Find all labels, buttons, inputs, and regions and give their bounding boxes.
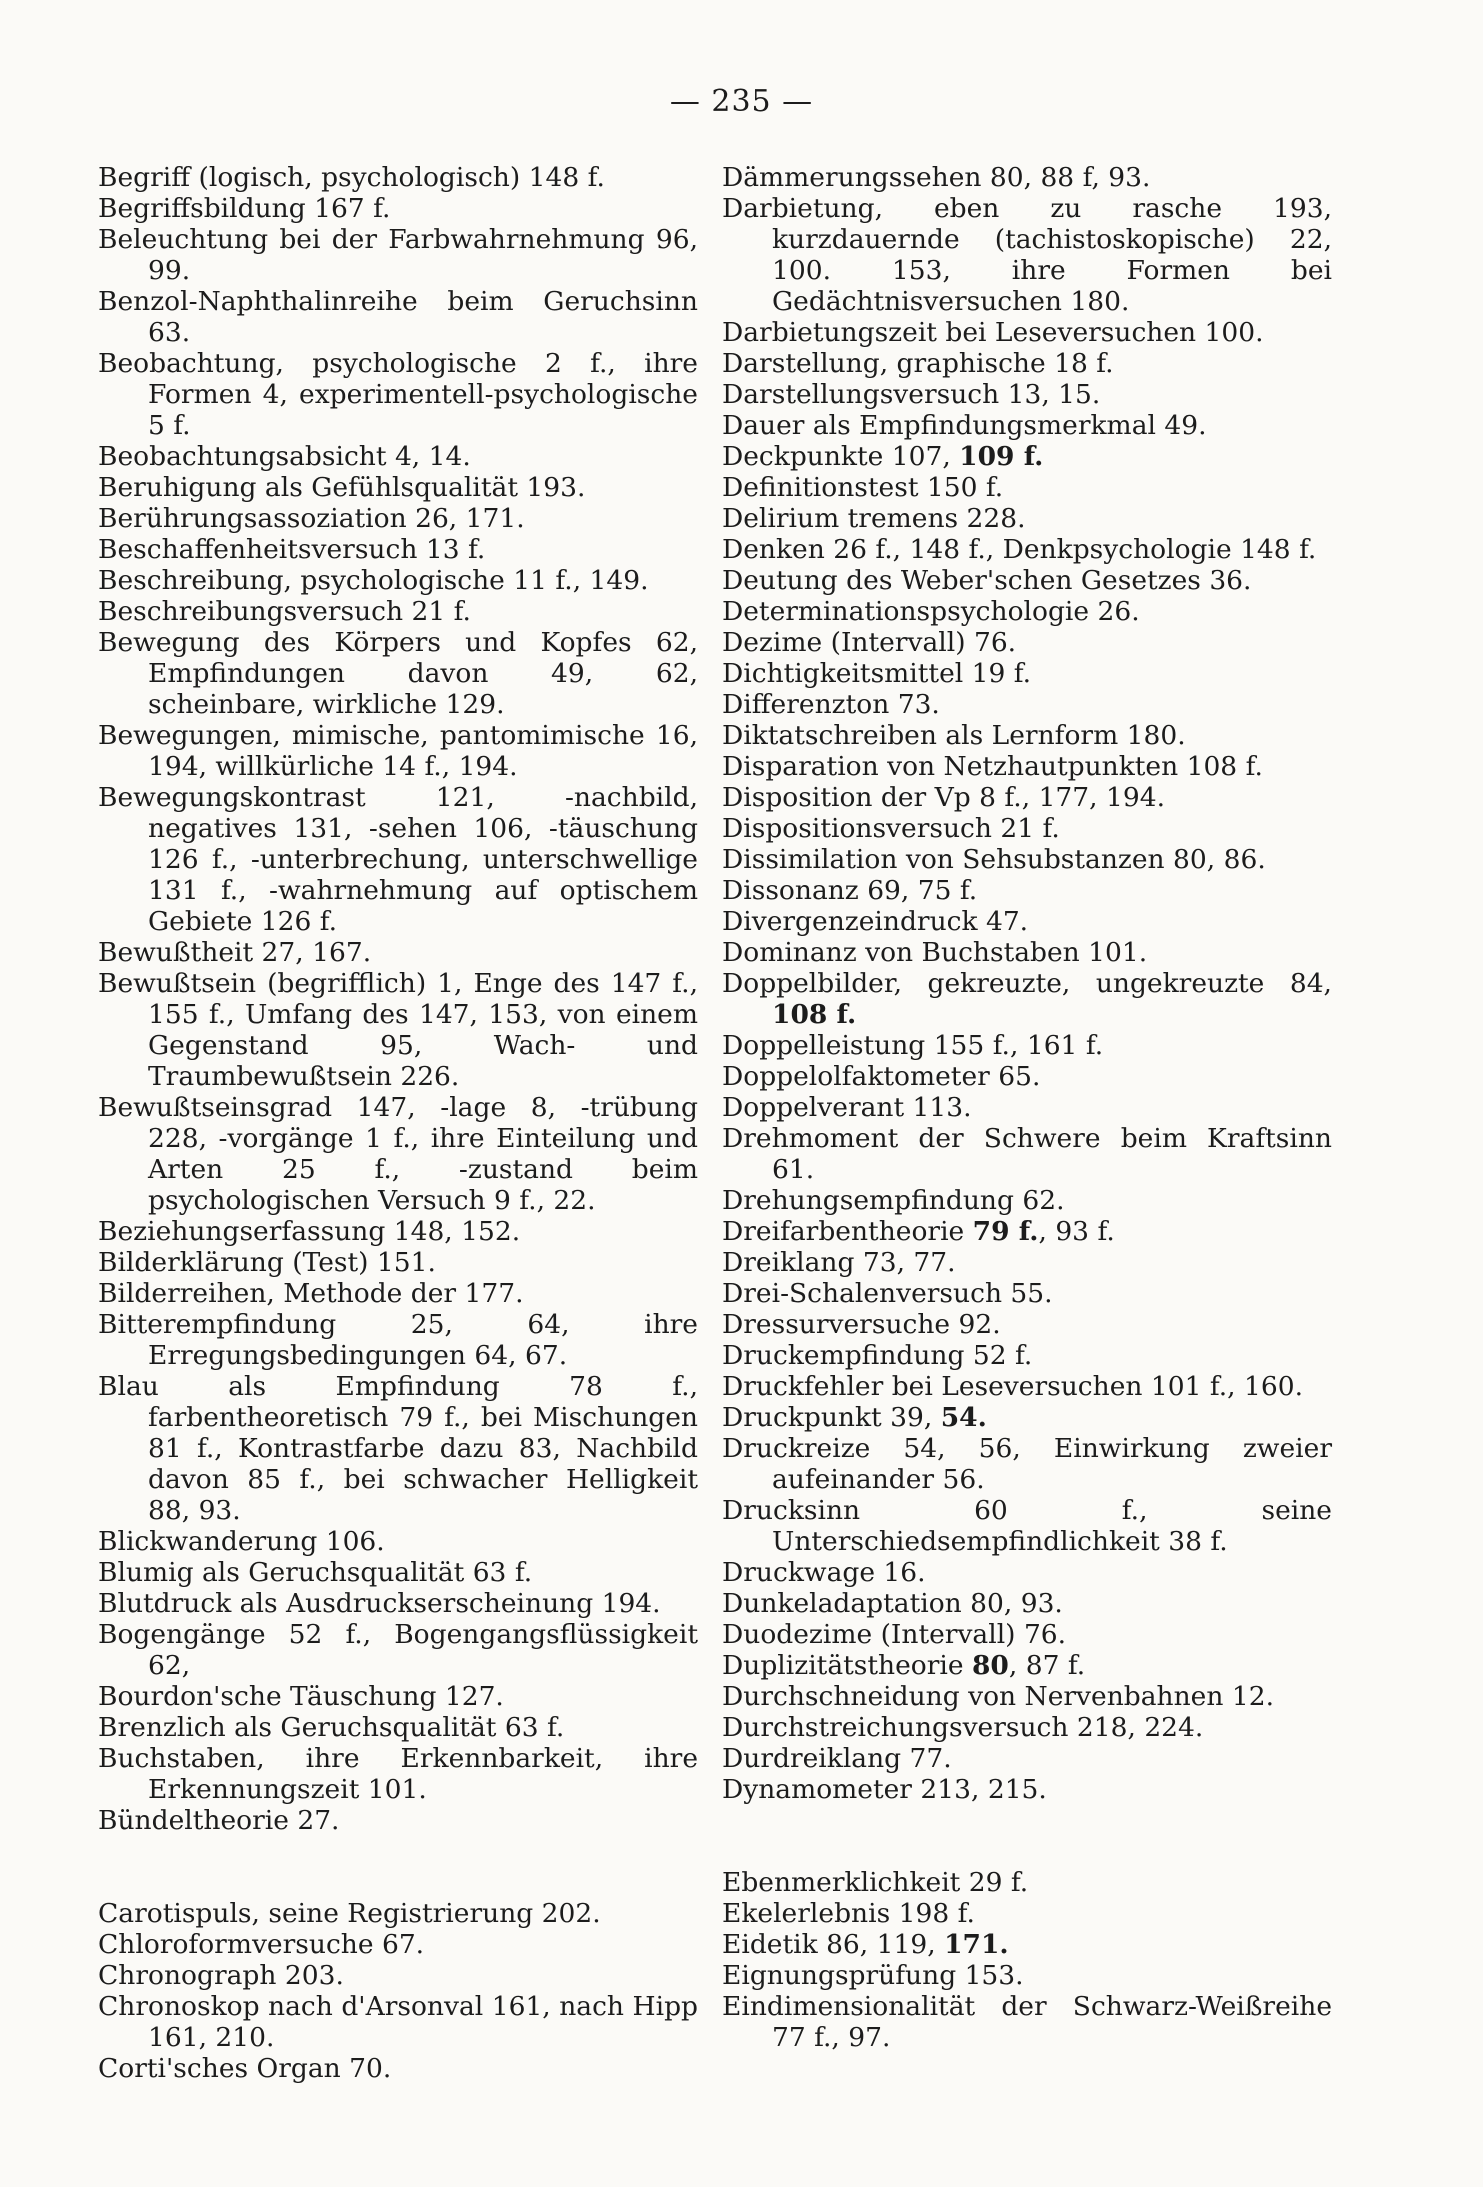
index-entry: Beziehungserfassung 148, 152. bbox=[98, 1216, 521, 1247]
index-entry: Beschreibungsversuch 21 f. bbox=[98, 596, 471, 627]
index-entry: Determinationspsychologie 26. bbox=[722, 596, 1140, 627]
index-entry: Dissonanz 69, 75 f. bbox=[722, 875, 978, 906]
index-entry: Beobachtung, psychologische 2 f., ihre Formen 4, experimentell-psychologische 5 f. bbox=[98, 348, 698, 441]
index-entry: Chronoskop nach d'Arsonval 161, nach Hipp 161, 210. bbox=[98, 1991, 698, 2053]
right-column bbox=[722, 162, 1332, 2053]
index-entry: Druckempfindung 52 f. bbox=[722, 1340, 1033, 1371]
index-entry: Bewegung des Körpers und Kopfes 62, Empfindungen davon 49, 62, scheinbare, wirkliche 129. bbox=[98, 627, 698, 720]
index-entry: Bilderreihen, Methode der 177. bbox=[98, 1278, 524, 1309]
index-entry: Disparation von Netzhautpunkten 108 f. bbox=[722, 751, 1263, 782]
index-entry: Bewußtsein (begrifflich) 1, Enge des 147 f., 155 f., Umfang des 147, 153, von einem Gegenstand 95, Wach- und Traumbewußtsein 226. bbox=[98, 968, 698, 1092]
index-entry: Drehmoment der Schwere beim Kraftsinn 61. bbox=[722, 1123, 1332, 1185]
index-entry: Differenzton 73. bbox=[722, 689, 940, 720]
left-column bbox=[98, 162, 698, 2084]
index-entry: Druckpunkt 39, 54. bbox=[722, 1402, 987, 1433]
index-entry: Eidetik 86, 119, 171. bbox=[722, 1929, 1009, 1960]
index-entry: Doppelolfaktometer 65. bbox=[722, 1061, 1041, 1092]
index-entry: Ekelerlebnis 198 f. bbox=[722, 1898, 975, 1929]
index-entry: Durchstreichungsversuch 218, 224. bbox=[722, 1712, 1204, 1743]
page-number: — 235 — bbox=[669, 84, 814, 119]
index-entry: Dispositionsversuch 21 f. bbox=[722, 813, 1060, 844]
index-entry: Druckwage 16. bbox=[722, 1557, 926, 1588]
index-entry: Doppelbilder, gekreuzte, ungekreuzte 84, 108 f. bbox=[722, 968, 1332, 1030]
index-section-e bbox=[722, 1867, 1332, 2053]
index-entry: Blumig als Geruchsqualität 63 f. bbox=[98, 1557, 533, 1588]
index-entry: Durchschneidung von Nervenbahnen 12. bbox=[722, 1681, 1274, 1712]
index-entry: Darbietungszeit bei Leseversuchen 100. bbox=[722, 317, 1264, 348]
index-entry: Dichtigkeitsmittel 19 f. bbox=[722, 658, 1032, 689]
index-entry: Beschreibung, psychologische 11 f., 149. bbox=[98, 565, 649, 596]
index-entry: Blau als Empfindung 78 f., farbentheoretisch 79 f., bei Mischungen 81 f., Kontrastfarbe dazu 83, Nachbild davon 85 f., bei schwacher Helligkeit 88, 93. bbox=[98, 1371, 698, 1526]
index-entry: Drehungsempfindung 62. bbox=[722, 1185, 1065, 1216]
index-entry: Corti'sches Organ 70. bbox=[98, 2053, 392, 2084]
index-entry: Darbietung, eben zu rasche 193, kurzdauernde (tachistoskopische) 22, 100. 153, ihre Formen bei Gedächtnisversuchen 180. bbox=[722, 193, 1332, 317]
index-entry: Dynamometer 213, 215. bbox=[722, 1774, 1047, 1805]
index-entry: Dämmerungssehen 80, 88 f, 93. bbox=[722, 162, 1151, 193]
index-entry: Brenzlich als Geruchsqualität 63 f. bbox=[98, 1712, 565, 1743]
index-entry: Bourdon'sche Täuschung 127. bbox=[98, 1681, 504, 1712]
index-entry: Drucksinn 60 f., seine Unterschiedsempfindlichkeit 38 f. bbox=[722, 1495, 1332, 1557]
index-entry: Beruhigung als Gefühlsqualität 193. bbox=[98, 472, 586, 503]
index-entry: Begriffsbildung 167 f. bbox=[98, 193, 391, 224]
index-entry: Duodezime (Intervall) 76. bbox=[722, 1619, 1067, 1650]
index-entry: Drei-Schalenversuch 55. bbox=[722, 1278, 1053, 1309]
index-entry: Dunkeladaptation 80, 93. bbox=[722, 1588, 1063, 1619]
index-entry: Diktatschreiben als Lernform 180. bbox=[722, 720, 1186, 751]
index-entry: Darstellung, graphische 18 f. bbox=[722, 348, 1114, 379]
index-entry: Divergenzeindruck 47. bbox=[722, 906, 1029, 937]
index-entry: Duplizitätstheorie 80, 87 f. bbox=[722, 1650, 1086, 1681]
index-entry: Beleuchtung bei der Farbwahrnehmung 96, 99. bbox=[98, 224, 698, 286]
index-entry: Beobachtungsabsicht 4, 14. bbox=[98, 441, 471, 472]
index-entry: Bewußtseinsgrad 147, -lage 8, -trübung 228, -vorgänge 1 f., ihre Einteilung und Arten 25 f., -zustand beim psychologischen Versuch 9 f., 22. bbox=[98, 1092, 698, 1216]
index-entry: Berührungsassoziation 26, 171. bbox=[98, 503, 525, 534]
index-entry: Druckfehler bei Leseversuchen 101 f., 160. bbox=[722, 1371, 1304, 1402]
index-entry: Dreifarbentheorie 79 f., 93 f. bbox=[722, 1216, 1115, 1247]
index-entry: Dominanz von Buchstaben 101. bbox=[722, 937, 1148, 968]
index-entry: Buchstaben, ihre Erkennbarkeit, ihre Erkennungszeit 101. bbox=[98, 1743, 698, 1805]
index-entry: Dauer als Empfindungsmerkmal 49. bbox=[722, 410, 1207, 441]
index-entry: Benzol-Naphthalinreihe beim Geruchsinn 63. bbox=[98, 286, 698, 348]
index-entry: Dezime (Intervall) 76. bbox=[722, 627, 1017, 658]
index-entry: Ebenmerklichkeit 29 f. bbox=[722, 1867, 1029, 1898]
index-entry: Bogengänge 52 f., Bogengangsflüssigkeit 62, bbox=[98, 1619, 698, 1681]
index-entry: Bitterempfindung 25, 64, ihre Erregungsbedingungen 64, 67. bbox=[98, 1309, 698, 1371]
index-entry: Chloroformversuche 67. bbox=[98, 1929, 425, 1960]
index-entry: Dissimilation von Sehsubstanzen 80, 86. bbox=[722, 844, 1266, 875]
index-entry: Deutung des Weber'schen Gesetzes 36. bbox=[722, 565, 1252, 596]
index-entry: Darstellungsversuch 13, 15. bbox=[722, 379, 1101, 410]
index-entry: Disposition der Vp 8 f., 177, 194. bbox=[722, 782, 1165, 813]
section-gap bbox=[722, 1805, 1332, 1867]
section-gap bbox=[98, 1836, 698, 1898]
index-entry: Denken 26 f., 148 f., Denkpsychologie 148 f. bbox=[722, 534, 1317, 565]
index-entry: Delirium tremens 228. bbox=[722, 503, 1026, 534]
index-entry: Bündeltheorie 27. bbox=[98, 1805, 340, 1836]
index-entry: Dreiklang 73, 77. bbox=[722, 1247, 956, 1278]
index-section-b bbox=[98, 162, 698, 1836]
index-entry: Bewegungen, mimische, pantomimische 16, 194, willkürliche 14 f., 194. bbox=[98, 720, 698, 782]
index-entry: Blutdruck als Ausdruckserscheinung 194. bbox=[98, 1588, 661, 1619]
index-section-c bbox=[98, 1898, 698, 2084]
index-entry: Bewegungskontrast 121, -nachbild, negatives 131, -sehen 106, -täuschung 126 f., -unterbrechung, unterschwellige 131 f., -wahrnehmung auf optischem Gebiete 126 f. bbox=[98, 782, 698, 937]
index-entry: Bewußtheit 27, 167. bbox=[98, 937, 372, 968]
index-entry: Eignungsprüfung 153. bbox=[722, 1960, 1024, 1991]
index-entry: Dressurversuche 92. bbox=[722, 1309, 1001, 1340]
index-entry: Bilderklärung (Test) 151. bbox=[98, 1247, 436, 1278]
index-entry: Doppelleistung 155 f., 161 f. bbox=[722, 1030, 1104, 1061]
index-entry: Chronograph 203. bbox=[98, 1960, 344, 1991]
index-entry: Beschaffenheitsversuch 13 f. bbox=[98, 534, 486, 565]
index-section-d bbox=[722, 162, 1332, 1805]
index-entry: Definitionstest 150 f. bbox=[722, 472, 1004, 503]
index-entry: Druckreize 54, 56, Einwirkung zweier aufeinander 56. bbox=[722, 1433, 1332, 1495]
index-entry: Deckpunkte 107, 109 f. bbox=[722, 441, 1044, 472]
index-entry: Eindimensionalität der Schwarz-Weißreihe 77 f., 97. bbox=[722, 1991, 1332, 2053]
index-entry: Carotispuls, seine Registrierung 202. bbox=[98, 1898, 601, 1929]
index-entry: Doppelverant 113. bbox=[722, 1092, 972, 1123]
index-entry: Durdreiklang 77. bbox=[722, 1743, 952, 1774]
index-entry: Blickwanderung 106. bbox=[98, 1526, 385, 1557]
index-entry: Begriff (logisch, psychologisch) 148 f. bbox=[98, 162, 605, 193]
